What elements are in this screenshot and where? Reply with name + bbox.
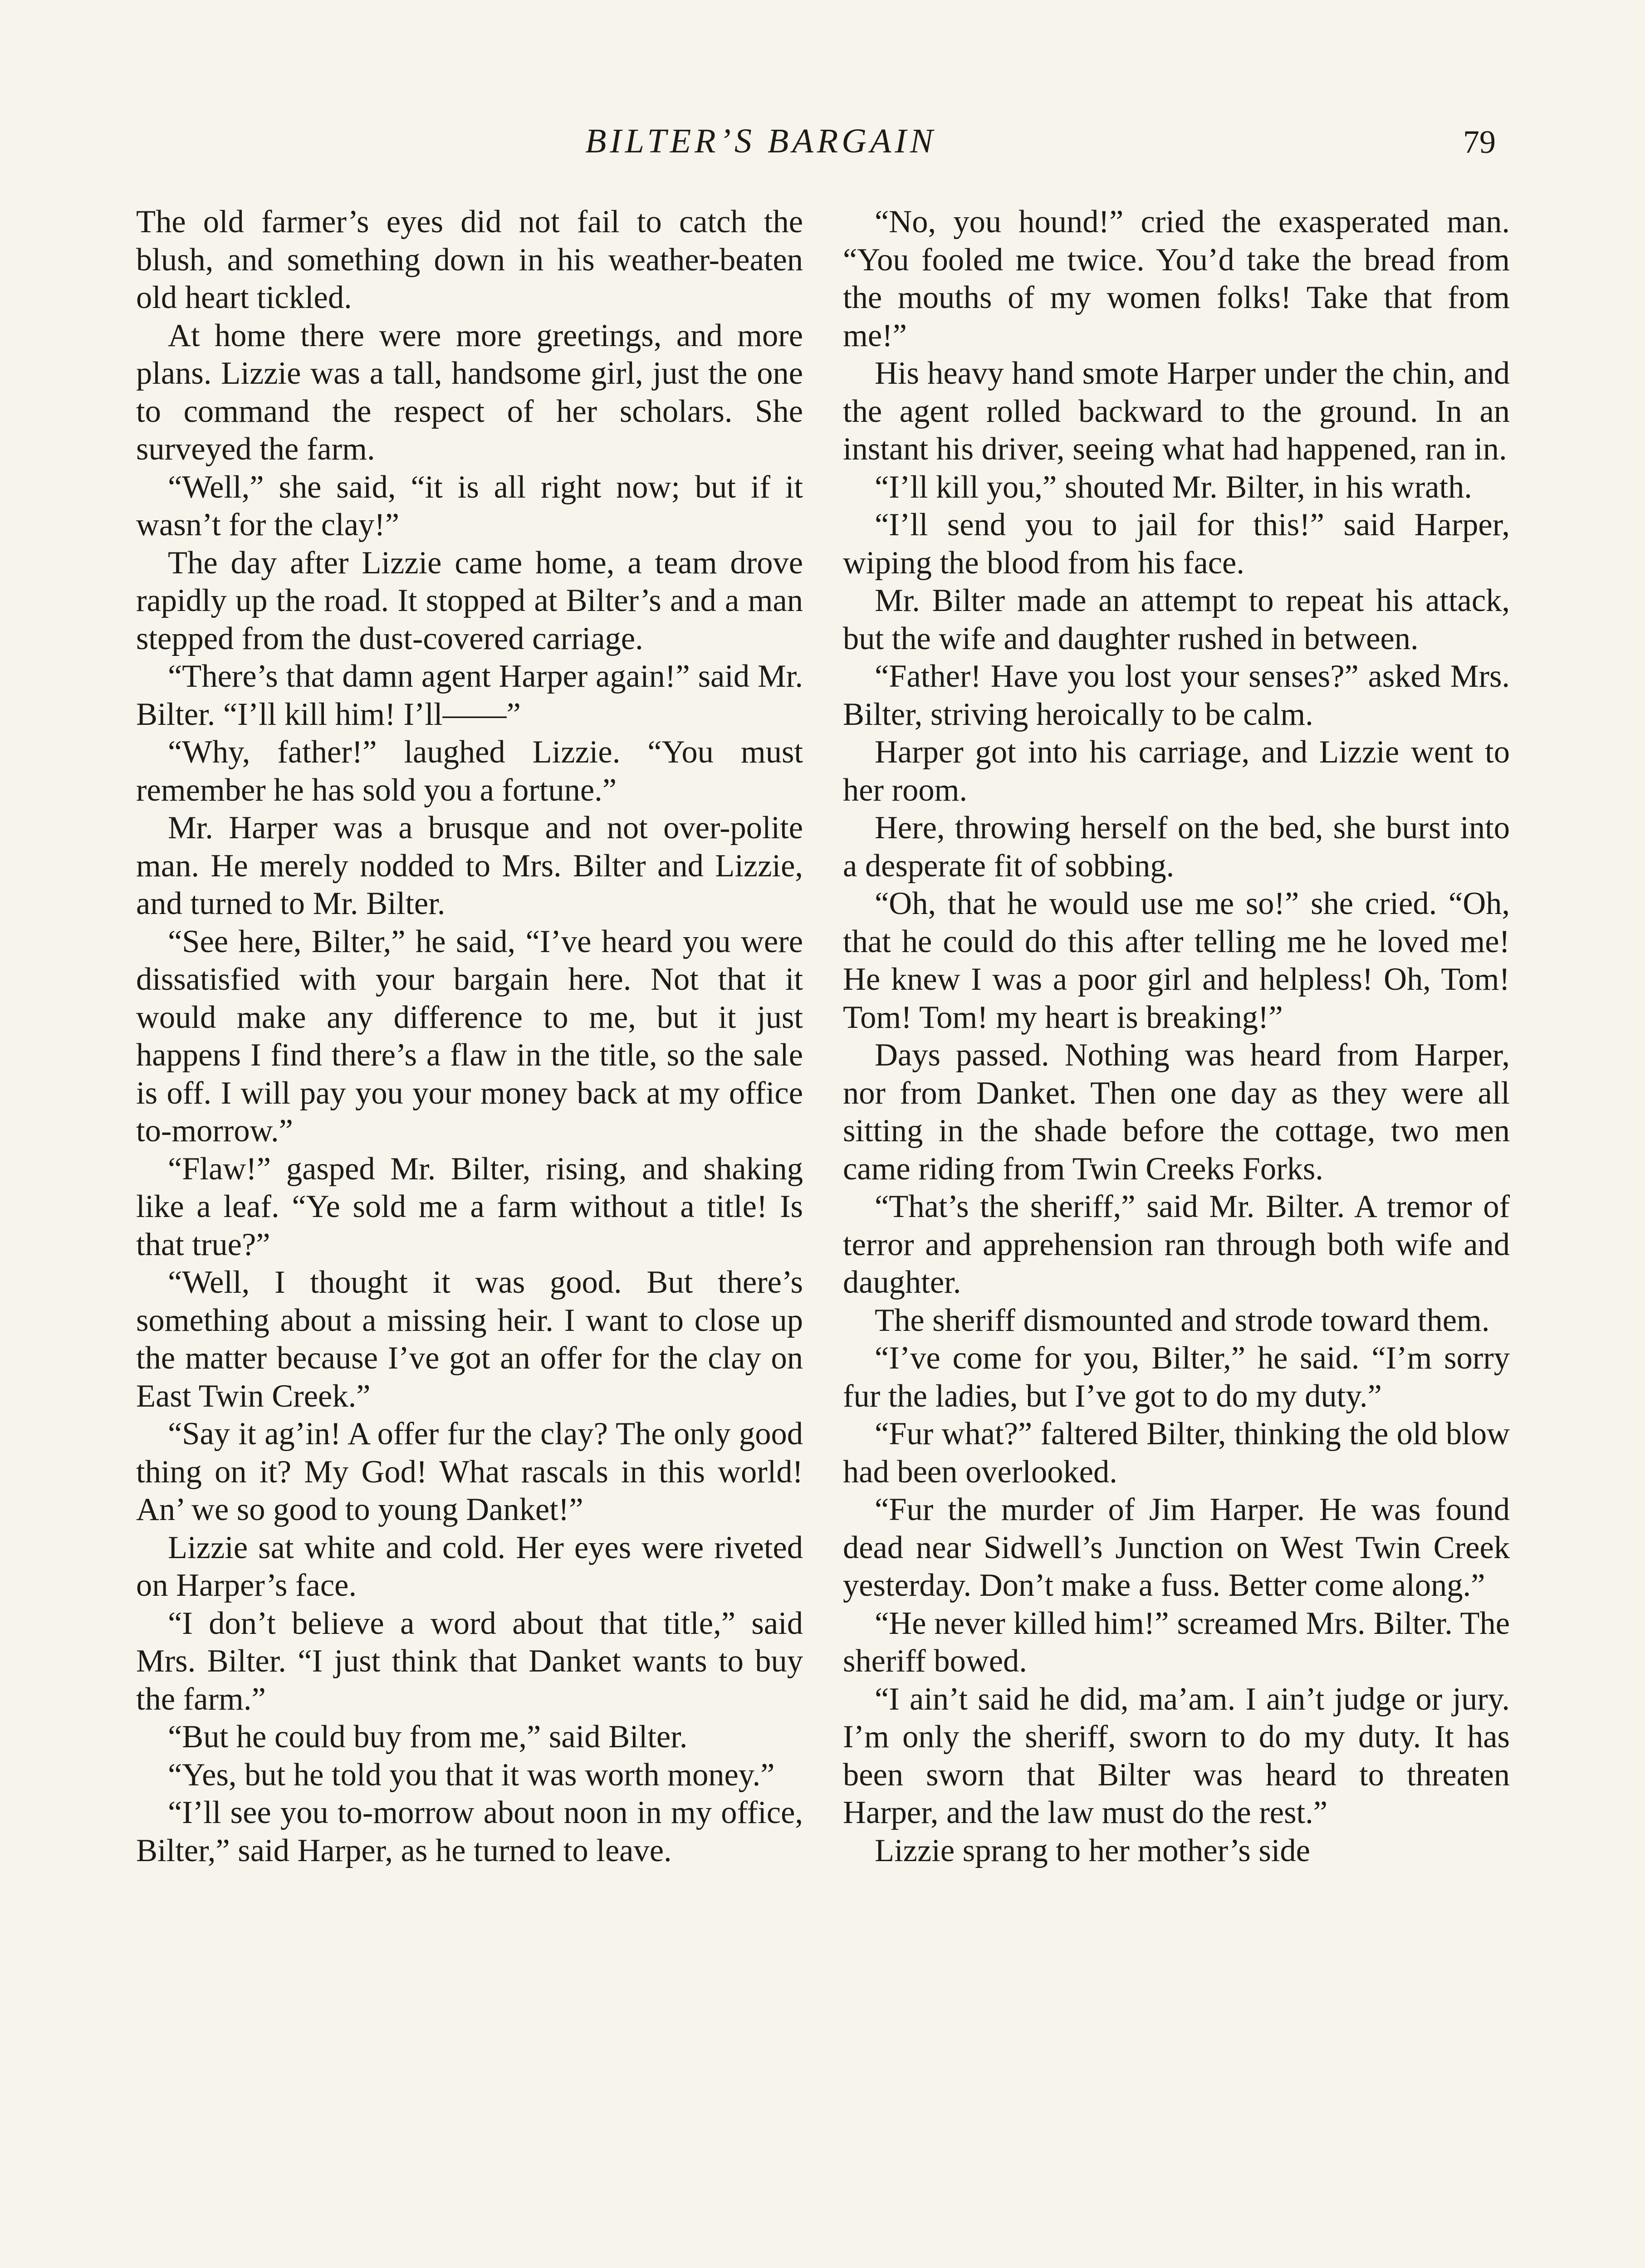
paragraph: Harper got into his carriage, and Lizzie went to her room. [843,734,1510,808]
paragraph: “He never killed him!” screamed Mrs. Bilter. The sheriff bowed. [843,1605,1510,1679]
paragraph: Mr. Harper was a brusque and not over-polite man. He merely nodded to Mrs. Bilter and Lizzie, and turned to Mr. Bilter. [136,810,803,921]
paragraph: Days passed. Nothing was heard from Harper, nor from Danket. Then one day as they were all sitting in the shade before the cottage, two men came riding from Twin Creeks Forks. [843,1037,1510,1187]
paragraph: “But he could buy from me,” said Bilter. [168,1719,688,1755]
paragraph: “Fur what?” faltered Bilter, thinking the old blow had been overlooked. [843,1416,1510,1490]
paragraph: “I don’t believe a word about that title,” said Mrs. Bilter. “I just think that Danket wants to buy the farm.” [136,1605,803,1717]
page-number: 79 [1463,124,1496,160]
paragraph: “No, you hound!” cried the exasperated man. “You fooled me twice. You’d take the bread from the mouths of my women folks! Take that from me!” [843,204,1510,353]
paragraph: “Fur the murder of Jim Harper. He was found dead near Sidwell’s Junction on West Twin Creek yesterday. Don’t make a fuss. Better come along.” [843,1492,1510,1603]
paragraph: At home there were more greetings, and more plans. Lizzie was a tall, handsome girl, just the one to command the respect of her scholars. She surveyed the farm. [136,318,803,467]
paragraph: Here, throwing herself on the bed, she burst into a desperate fit of sobbing. [843,810,1510,884]
paragraph: “Well,” she said, “it is all right now; but if it wasn’t for the clay!” [136,469,803,543]
paragraph: “Father! Have you lost your senses?” asked Mrs. Bilter, striving heroically to be calm. [843,659,1510,732]
paragraph: “I’ll kill you,” shouted Mr. Bilter, in his wrath. [875,469,1472,505]
paragraph: “Say it ag’in! A offer fur the clay? The only good thing on it? My God! What rascals in this world! An’ we so good to young Danket!” [136,1416,803,1527]
paragraph: The old farmer’s eyes did not fail to catch the blush, and something down in his weather-beaten old heart tickled. [136,204,803,315]
paragraph: The day after Lizzie came home, a team drove rapidly up the road. It stopped at Bilter’s and a man stepped from the dust-covered carriage. [136,545,803,656]
paragraph: “I’ll see you to-morrow about noon in my office, Bilter,” said Harper, as he turned to leave. [136,1795,803,1868]
paragraph: Lizzie sprang to her mother’s side [875,1833,1310,1868]
paragraph: “Flaw!” gasped Mr. Bilter, rising, and shaking like a leaf. “Ye sold me a farm without a title! Is that true?” [136,1151,803,1262]
left-column [136,203,803,1870]
paragraph: “Yes, but he told you that it was worth money.” [168,1757,775,1793]
paragraph: “I ain’t said he did, ma’am. I ain’t judge or jury. I’m only the sheriff, sworn to do my duty. It has been sworn that Bilter was heard to threaten Harper, and the law must do the rest.” [843,1681,1510,1830]
running-title: BILTER’S BARGAIN [585,122,937,160]
paragraph: His heavy hand smote Harper under the chin, and the agent rolled backward to the ground. In an instant his driver, seeing what had happened, ran in. [843,356,1510,467]
page-header [0,122,1645,171]
paragraph: “I’ve come for you, Bilter,” he said. “I’m sorry fur the ladies, but I’ve got to do my duty.” [843,1340,1510,1414]
paragraph: “Why, father!” laughed Lizzie. “You must remember he has sold you a fortune.” [136,734,803,808]
paragraph: Lizzie sat white and cold. Her eyes were riveted on Harper’s face. [136,1530,803,1603]
paragraph: “I’ll send you to jail for this!” said Harper, wiping the blood from his face. [843,507,1510,581]
paragraph: “Oh, that he would use me so!” she cried. “Oh, that he could do this after telling me he loved me! He knew I was a poor girl and helpless! Oh, Tom! Tom! Tom! my heart is breaking!” [843,886,1510,1035]
paragraph: “See here, Bilter,” he said, “I’ve heard you were dissatisfied with your bargain here. Not that it would make any difference to me, but it just happens I find there’s a flaw in the title, so the sale is off. I will pay you your money back at my office to-morrow.” [136,924,803,1149]
paragraph: The sheriff dismounted and strode toward them. [875,1302,1490,1338]
right-column [843,203,1510,1870]
paragraph: “There’s that damn agent Harper again!” said Mr. Bilter. “I’ll kill him! I’ll——” [136,659,803,732]
paragraph: “Well, I thought it was good. But there’s something about a missing heir. I want to close up the matter because I’ve got an offer for the clay on East Twin Creek.” [136,1265,803,1414]
paragraph: Mr. Bilter made an attempt to repeat his attack, but the wife and daughter rushed in between. [843,583,1510,656]
paragraph: “That’s the sheriff,” said Mr. Bilter. A tremor of terror and apprehension ran through both wife and daughter. [843,1189,1510,1300]
